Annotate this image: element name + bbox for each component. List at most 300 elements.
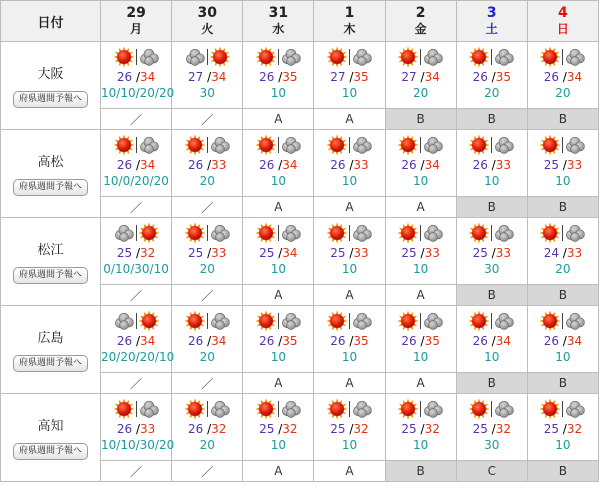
weather-icons <box>172 220 242 246</box>
city-name: 広島 <box>37 331 64 346</box>
reliability-cell: ／ <box>172 461 243 482</box>
precipitation-probability: 20 <box>199 350 215 364</box>
icon-separator <box>420 401 421 417</box>
day-forecast-cell <box>172 394 243 461</box>
day-header <box>456 1 527 42</box>
cloud-icon <box>351 46 373 68</box>
precipitation-probability: 20 <box>199 438 215 452</box>
sun-icon <box>184 398 206 420</box>
reliability-cell: B <box>456 285 527 306</box>
precipitation-probability: 10 <box>270 174 286 188</box>
day-header <box>385 1 456 42</box>
weather-icons <box>528 396 598 422</box>
icon-separator <box>278 49 279 65</box>
precipitation-probability: 10 <box>412 438 429 452</box>
cloud-icon <box>209 310 231 332</box>
reliability-cell: A <box>385 373 456 394</box>
reliability-cell: A <box>385 197 456 218</box>
precipitation-probability: 10 <box>341 174 358 188</box>
city-name: 高知 <box>37 419 64 434</box>
precipitation-probability: 0/10/30/10 <box>103 262 169 276</box>
day-forecast-cell <box>243 218 314 285</box>
temp-low: 26 <box>472 70 488 84</box>
cloud-icon <box>280 222 302 244</box>
temp-high: 32 <box>211 422 227 436</box>
day-forecast-cell <box>172 130 243 197</box>
temp-high: 34 <box>282 158 298 172</box>
weather-icons <box>386 396 456 422</box>
temp-high: 34 <box>211 334 227 348</box>
prefecture-weekly-forecast-button[interactable]: 府県週間予報へ <box>13 179 88 196</box>
weather-icons <box>243 308 313 334</box>
cloud-icon <box>209 222 231 244</box>
weather-icons <box>101 44 171 70</box>
weather-icons <box>243 220 313 246</box>
reliability-cell: ／ <box>172 373 243 394</box>
temp-low: 26 <box>543 334 559 348</box>
temp-high: 34 <box>566 70 583 84</box>
temp-low: 25 <box>401 246 417 260</box>
day-forecast-cell <box>101 306 175 373</box>
day-header <box>101 1 172 42</box>
temp-high: 33 <box>424 246 440 260</box>
sun-icon <box>184 310 206 332</box>
temperature <box>101 334 171 349</box>
weather-icons <box>528 308 598 334</box>
day-weekday: 日 <box>556 22 569 36</box>
day-forecast-cell <box>172 218 243 285</box>
temp-separator: / <box>416 422 425 436</box>
reliability-cell: B <box>527 373 598 394</box>
temp-low: 26 <box>188 158 204 172</box>
icon-separator <box>136 49 137 65</box>
temperature <box>172 422 242 437</box>
reliability-cell: ／ <box>101 109 172 130</box>
day-weekday: 金 <box>414 22 427 36</box>
day-forecast-cell <box>172 42 243 109</box>
reliability-cell: B <box>456 373 527 394</box>
day-weekday: 火 <box>201 22 214 36</box>
precipitation-probability: 10 <box>270 350 286 364</box>
day-header <box>314 1 385 42</box>
icon-separator <box>207 401 208 417</box>
temperature <box>243 70 313 85</box>
temp-low: 26 <box>401 158 417 172</box>
reliability-cell: ／ <box>172 197 243 218</box>
icon-separator <box>278 137 279 153</box>
reliability-cell: B <box>456 197 527 218</box>
prefecture-weekly-forecast-button[interactable]: 府県週間予報へ <box>13 267 88 284</box>
cloud-icon <box>138 134 160 156</box>
icon-separator <box>491 225 492 241</box>
cloud-icon <box>138 46 160 68</box>
temp-low: 25 <box>259 422 275 436</box>
cloud-icon <box>493 46 515 68</box>
city-name: 松江 <box>37 243 64 258</box>
icon-separator <box>136 313 137 329</box>
sun-icon <box>397 310 419 332</box>
day-forecast-cell <box>385 218 456 285</box>
day-forecast-cell <box>101 42 175 109</box>
precipitation-probability: 30 <box>484 438 500 452</box>
day-forecast-cell <box>527 130 598 197</box>
precipitation-probability: 10 <box>341 262 358 276</box>
temperature <box>528 246 598 261</box>
icon-separator <box>420 313 421 329</box>
cloud-icon <box>351 398 373 420</box>
precipitation-probability: 10 <box>341 86 358 100</box>
day-forecast-cell <box>243 42 314 109</box>
reliability-cell: A <box>314 285 385 306</box>
cloud-icon <box>113 222 135 244</box>
temp-separator: / <box>345 158 354 172</box>
temp-low: 25 <box>472 246 488 260</box>
day-weekday: 土 <box>485 22 498 36</box>
weather-icons <box>386 132 456 158</box>
cloud-icon <box>422 134 444 156</box>
cloud-icon <box>209 134 231 156</box>
sun-icon <box>113 134 135 156</box>
temp-separator: / <box>558 334 567 348</box>
day-forecast-cell <box>527 306 598 373</box>
weather-icons <box>457 396 527 422</box>
icon-separator <box>349 401 350 417</box>
temp-high: 35 <box>424 334 440 348</box>
temperature <box>528 422 598 437</box>
day-forecast-cell <box>385 394 456 461</box>
temp-high: 34 <box>211 70 227 84</box>
weather-icons <box>314 44 384 70</box>
icon-separator <box>420 49 421 65</box>
reliability-cell: ／ <box>172 285 243 306</box>
day-forecast-cell <box>314 130 385 197</box>
icon-separator <box>562 225 563 241</box>
temp-low: 26 <box>188 334 204 348</box>
temperature <box>528 158 598 173</box>
temperature <box>457 158 527 173</box>
day-date: 4 <box>558 5 568 21</box>
cloud-icon <box>422 398 444 420</box>
precipitation-probability: 10 <box>270 262 286 276</box>
temp-low: 26 <box>330 334 346 348</box>
icon-separator <box>420 225 421 241</box>
temp-low: 25 <box>116 246 133 260</box>
temp-high: 33 <box>566 158 583 172</box>
sun-icon <box>468 310 490 332</box>
weather-icons <box>101 132 171 158</box>
icon-separator <box>207 313 208 329</box>
precipitation-probability: 20 <box>555 86 571 100</box>
precipitation-probability: 20/20/20/10 <box>101 350 175 364</box>
icon-separator <box>491 49 492 65</box>
reliability-cell: A <box>314 109 385 130</box>
temp-separator: / <box>487 246 496 260</box>
cloud-icon <box>113 310 135 332</box>
cloud-icon <box>184 46 206 68</box>
weather-icons <box>386 308 456 334</box>
weather-icons <box>528 44 598 70</box>
weather-icons <box>314 308 384 334</box>
temp-low: 26 <box>116 422 133 436</box>
temperature <box>172 70 242 85</box>
city-forecast-row <box>1 306 599 373</box>
cloud-icon <box>493 310 515 332</box>
prefecture-weekly-forecast-button[interactable]: 府県週間予報へ <box>13 443 88 460</box>
weather-icons <box>314 220 384 246</box>
reliability-cell: A <box>243 285 314 306</box>
cloud-icon <box>564 46 586 68</box>
sun-icon <box>468 398 490 420</box>
weather-icons <box>457 44 527 70</box>
temperature <box>101 246 171 261</box>
day-forecast-cell <box>243 394 314 461</box>
icon-separator <box>207 49 208 65</box>
temp-low: 27 <box>330 70 346 84</box>
precipitation-probability: 10 <box>412 262 429 276</box>
temp-high: 35 <box>282 334 298 348</box>
precipitation-probability: 10/10/20/20 <box>101 86 175 100</box>
temp-separator: / <box>132 422 140 436</box>
day-forecast-cell <box>314 218 385 285</box>
temp-low: 27 <box>188 70 204 84</box>
day-forecast-cell <box>314 42 385 109</box>
sun-icon <box>255 310 277 332</box>
temp-separator: / <box>132 246 140 260</box>
temp-separator: / <box>203 246 212 260</box>
city-forecast-row <box>1 218 599 285</box>
precipitation-probability: 10 <box>270 86 286 100</box>
sun-icon <box>113 46 135 68</box>
city-forecast-row <box>1 42 599 109</box>
temp-separator: / <box>203 70 212 84</box>
city-cell <box>1 42 101 130</box>
temperature <box>386 246 456 261</box>
temp-low: 26 <box>472 158 488 172</box>
sun-icon <box>255 398 277 420</box>
temp-high: 35 <box>353 70 369 84</box>
day-date: 30 <box>197 5 217 21</box>
sun-icon <box>326 134 348 156</box>
temp-low: 25 <box>188 246 204 260</box>
cloud-icon <box>209 398 231 420</box>
reliability-cell: B <box>456 109 527 130</box>
day-forecast-cell <box>243 130 314 197</box>
temp-high: 34 <box>140 334 156 348</box>
temp-separator: / <box>487 334 496 348</box>
city-cell <box>1 218 101 306</box>
temp-low: 26 <box>330 158 346 172</box>
temp-low: 26 <box>401 334 417 348</box>
day-date: 2 <box>415 5 426 21</box>
temperature <box>457 334 527 349</box>
temp-high: 35 <box>495 70 511 84</box>
day-header <box>172 1 243 42</box>
temperature <box>528 70 598 85</box>
temp-separator: / <box>345 246 354 260</box>
temp-low: 24 <box>543 246 559 260</box>
temperature <box>457 70 527 85</box>
day-header <box>243 1 314 42</box>
weather-icons <box>172 308 242 334</box>
temp-high: 32 <box>424 422 440 436</box>
temperature <box>101 158 171 173</box>
weather-icons <box>243 396 313 422</box>
temp-separator: / <box>274 422 283 436</box>
reliability-cell: ／ <box>101 285 172 306</box>
temp-separator: / <box>345 70 354 84</box>
temperature <box>172 334 242 349</box>
temp-high: 32 <box>353 422 369 436</box>
temperature <box>386 334 456 349</box>
reliability-cell: A <box>243 197 314 218</box>
reliability-cell: B <box>527 197 598 218</box>
cloud-icon <box>280 134 302 156</box>
icon-separator <box>349 137 350 153</box>
cloud-icon <box>422 222 444 244</box>
day-forecast-cell <box>456 218 527 285</box>
sun-icon <box>539 222 561 244</box>
precipitation-probability: 10 <box>412 174 429 188</box>
temperature <box>314 334 384 349</box>
temp-separator: / <box>203 422 212 436</box>
header-row <box>1 1 599 42</box>
reliability-cell: ／ <box>101 197 172 218</box>
weather-icons <box>243 132 313 158</box>
temp-high: 35 <box>282 70 298 84</box>
temp-separator: / <box>274 246 283 260</box>
temp-high: 34 <box>566 334 583 348</box>
city-cell <box>1 306 101 394</box>
weather-icons <box>172 132 242 158</box>
cloud-icon <box>564 222 586 244</box>
day-forecast-cell <box>456 130 527 197</box>
sun-icon <box>326 46 348 68</box>
reliability-cell: A <box>314 461 385 482</box>
cloud-icon <box>493 398 515 420</box>
temp-low: 26 <box>188 422 204 436</box>
temp-separator: / <box>558 70 567 84</box>
temp-low: 26 <box>116 158 133 172</box>
sun-icon <box>539 46 561 68</box>
temp-high: 32 <box>495 422 511 436</box>
temp-high: 32 <box>282 422 298 436</box>
weather-icons <box>457 220 527 246</box>
cloud-icon <box>280 46 302 68</box>
temp-high: 33 <box>353 158 369 172</box>
prefecture-weekly-forecast-button[interactable]: 府県週間予報へ <box>13 355 88 372</box>
sun-icon <box>468 222 490 244</box>
temperature <box>457 422 527 437</box>
temperature <box>101 422 171 437</box>
day-forecast-cell <box>456 394 527 461</box>
temperature <box>101 70 171 85</box>
temp-separator: / <box>487 158 496 172</box>
icon-separator <box>562 137 563 153</box>
city-cell <box>1 130 101 218</box>
temp-separator: / <box>132 158 140 172</box>
reliability-cell: ／ <box>172 109 243 130</box>
day-date: 29 <box>126 5 146 21</box>
temp-low: 25 <box>543 422 559 436</box>
day-forecast-cell <box>385 306 456 373</box>
day-forecast-cell <box>314 306 385 373</box>
weather-icons <box>314 132 384 158</box>
prefecture-weekly-forecast-button[interactable]: 府県週間予報へ <box>13 91 88 108</box>
temp-high: 34 <box>424 158 440 172</box>
weather-icons <box>386 220 456 246</box>
temperature <box>172 158 242 173</box>
temp-separator: / <box>416 70 425 84</box>
cloud-icon <box>564 134 586 156</box>
temperature <box>314 422 384 437</box>
temp-low: 26 <box>472 334 488 348</box>
day-date: 31 <box>268 5 289 21</box>
temp-low: 27 <box>401 70 417 84</box>
temp-low: 26 <box>259 158 275 172</box>
temperature <box>243 246 313 261</box>
precipitation-probability: 10 <box>270 438 286 452</box>
day-weekday: 木 <box>343 22 356 36</box>
temp-high: 34 <box>140 158 156 172</box>
temp-high: 33 <box>566 246 583 260</box>
city-cell <box>1 394 101 482</box>
weather-icons <box>528 220 598 246</box>
sun-icon <box>255 222 277 244</box>
cloud-icon <box>351 222 373 244</box>
temp-high: 33 <box>495 246 511 260</box>
day-forecast-cell <box>527 218 598 285</box>
precipitation-probability: 10 <box>555 174 571 188</box>
temperature <box>314 70 384 85</box>
sun-icon <box>326 310 348 332</box>
reliability-cell: B <box>385 461 456 482</box>
temp-low: 26 <box>116 334 133 348</box>
temp-high: 32 <box>566 422 583 436</box>
icon-separator <box>491 313 492 329</box>
icon-separator <box>562 49 563 65</box>
icon-separator <box>562 313 563 329</box>
temp-separator: / <box>558 158 567 172</box>
cloud-icon <box>564 310 586 332</box>
corner-label: 日付 <box>1 1 101 42</box>
temp-low: 26 <box>259 334 275 348</box>
icon-separator <box>278 401 279 417</box>
reliability-cell: B <box>527 109 598 130</box>
temp-separator: / <box>487 70 496 84</box>
reliability-cell: A <box>385 285 456 306</box>
cloud-icon <box>351 310 373 332</box>
cloud-icon <box>493 222 515 244</box>
cloud-icon <box>422 310 444 332</box>
weather-icons <box>172 396 242 422</box>
city-forecast-row <box>1 394 599 461</box>
icon-separator <box>136 225 137 241</box>
sun-icon <box>209 46 231 68</box>
icon-separator <box>349 49 350 65</box>
precipitation-probability: 30 <box>484 262 500 276</box>
sun-icon <box>468 46 490 68</box>
precipitation-probability: 10/10/30/20 <box>101 438 175 452</box>
reliability-cell: ／ <box>101 461 172 482</box>
temp-separator: / <box>558 422 567 436</box>
sun-icon <box>113 398 135 420</box>
sun-icon <box>255 46 277 68</box>
day-forecast-cell <box>456 42 527 109</box>
icon-separator <box>420 137 421 153</box>
cloud-icon <box>493 134 515 156</box>
sun-icon <box>539 134 561 156</box>
day-forecast-cell <box>172 306 243 373</box>
